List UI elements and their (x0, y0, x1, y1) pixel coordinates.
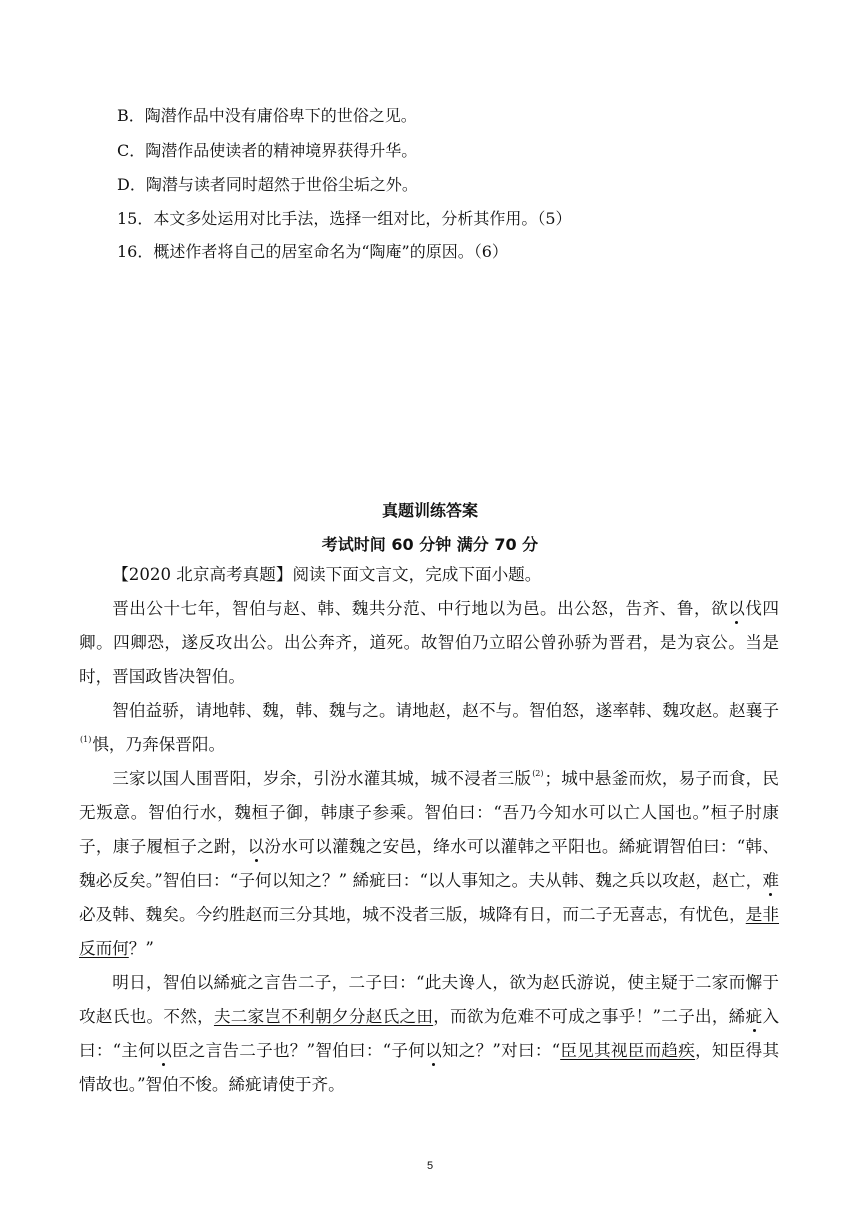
question-15: 15．本文多处运用对比手法，选择一组对比，分析其作用。（5） (117, 209, 572, 228)
passage-paragraph-4: 明日，智伯以絺疵之言告二子，二子曰：“此夫谗人，欲为赵氏游说，使主疑于二家而懈于攻赵氏也。不然，夫二家岂不利朝夕分赵氏之田，而欲为危难不可成之事乎！”二子出，絺疵入曰：“主何以臣之言告二子也？”智伯曰：“子何以知之？”对曰：“臣见其视臣而趋疾，知臣得其情故也。”智伯不悛。絺疵请使于齐。 (79, 973, 780, 1094)
dotted-char: 以 (425, 1041, 442, 1060)
section-subtitle: 考试时间 60 分钟 满分 70 分 (321, 535, 539, 554)
dotted-char: 以 (155, 1041, 172, 1060)
underlined-phrase: 是非反而何 (79, 905, 780, 958)
option-c: C．陶潜作品使读者的精神境界获得升华。 (117, 141, 418, 160)
question-16: 16．概述作者将自己的居室命名为“陶庵”的原因。（6） (117, 242, 508, 261)
passage-intro: 【2020 北京高考真题】阅读下面文言文，完成下面小题。 (112, 565, 542, 584)
option-d: D．陶潜与读者同时超然于世俗尘垢之外。 (117, 175, 418, 194)
underlined-phrase: 臣见其视臣而趋疾 (560, 1041, 696, 1060)
passage-paragraph-3: 三家以国人围晋阳，岁余，引汾水灌其城，城不浸者三版$^{(2)}$；城中悬釜而炊，易子而食，民无叛意。智伯行水，魏桓子御，韩康子参乘。智伯曰：“吾乃今知水可以亡人国也。”桓子肘康子，康子履桓子之跗，以汾水可以灌魏之安邑，绛水可以灌韩之平阳也。絺疵谓智伯曰：“韩、魏必反矣。”智伯曰：“子何以知之？” 絺疵曰：“以人事知之。夫从韩、魏之兵以攻赵，赵亡，难必及韩、魏矣。今约胜赵而三分其地，城不没者三版，城降有日，而二子无喜志，有忧色，是非反而何？” (79, 769, 780, 958)
dotted-char: 以 (247, 837, 265, 856)
passage-paragraph-1: 晋出公十七年，智伯与赵、韩、魏共分范、中行地以为邑。出公怒，告齐、鲁，欲以伐四卿。四卿恐，遂反攻出公。出公奔齐，道死。故智伯乃立昭公曾孙骄为晋君，是为哀公。当是时，晋国政皆决智伯。 (79, 599, 780, 686)
dotted-char: 以 (728, 599, 746, 618)
passage-paragraph-2: 智伯益骄，请地韩、魏，韩、魏与之。请地赵，赵不与。智伯怒，遂率韩、魏攻赵。赵襄子$^{(1)}$惧，乃奔保晋阳。 (80, 701, 779, 754)
footnote-marker: (1) (80, 735, 92, 744)
option-b: B．陶潜作品中没有庸俗卑下的世俗之见。 (117, 106, 417, 125)
dotted-char: 难 (762, 871, 779, 890)
page-number: 5 (426, 1160, 434, 1172)
passage (79, 558, 779, 1102)
footnote-marker: (2) (532, 769, 544, 778)
dotted-char: 疵 (745, 1007, 763, 1026)
underlined-phrase: 夫二家岂不利朝夕分赵氏之田 (213, 1007, 434, 1026)
section-title: 真题训练答案 (381, 501, 478, 520)
